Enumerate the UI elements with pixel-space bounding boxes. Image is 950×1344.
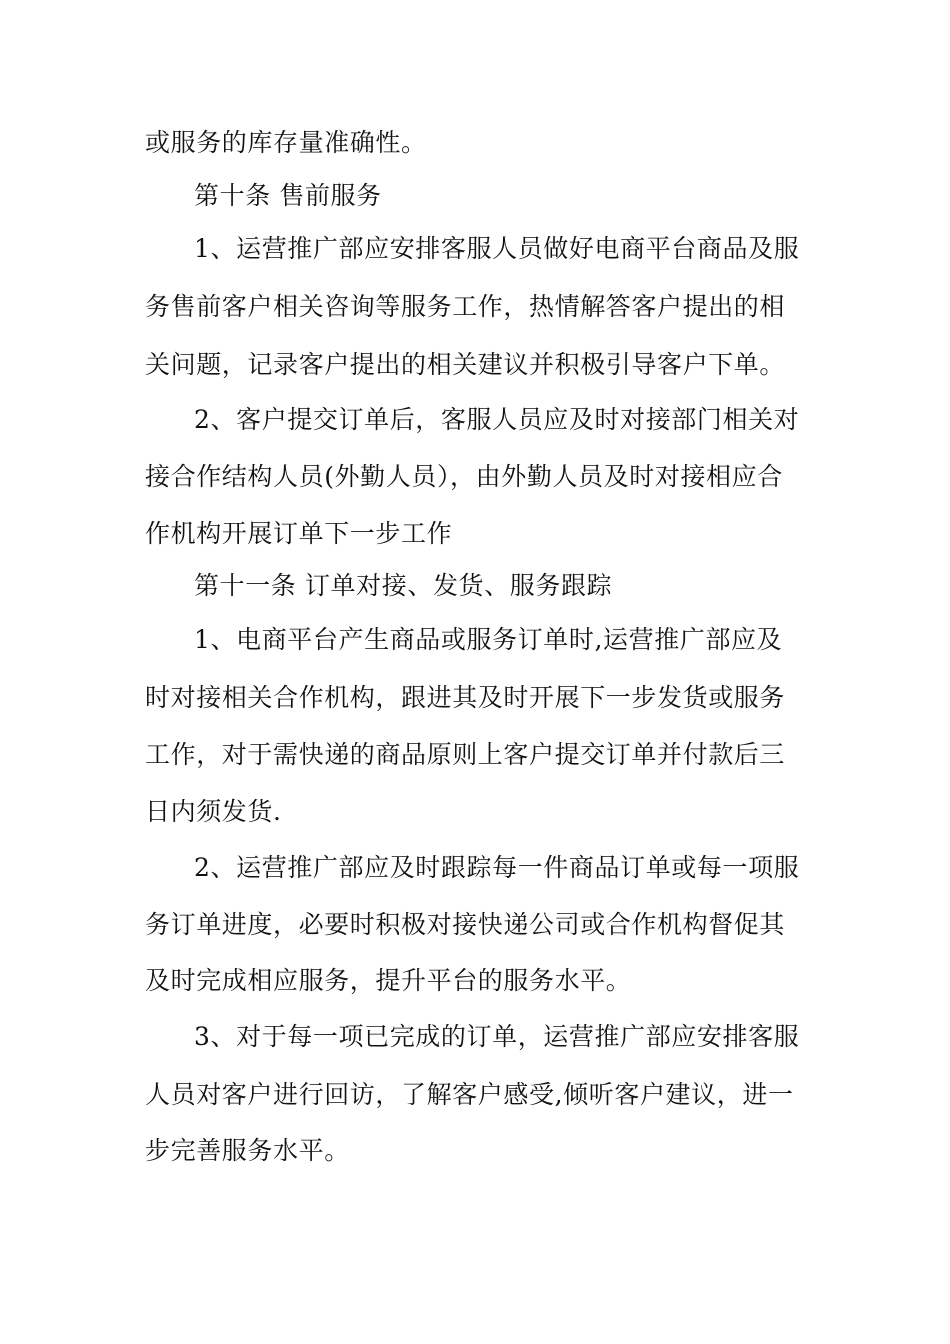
text-line: 接合作结构人员(外勤人员），由外勤人员及时对接相应合 — [145, 462, 783, 491]
text-line: 或服务的库存量准确性。 — [145, 128, 427, 157]
paragraph-start: 2、运营推广部应及时跟踪每一件商品订单或每一项服 — [194, 853, 800, 882]
section-heading: 第十一条 订单对接、发货、服务跟踪 — [194, 571, 613, 600]
text-line: 步完善服务水平。 — [145, 1136, 350, 1165]
text-line: 关问题，记录客户提出的相关建议并积极引导客户下单。 — [145, 350, 786, 379]
text-line: 工作，对于需快递的商品原则上客户提交订单并付款后三 — [145, 740, 786, 769]
text-line: 务售前客户相关咨询等服务工作，热情解答客户提出的相 — [145, 292, 786, 321]
paragraph-start: 2、客户提交订单后，客服人员应及时对接部门相关对 — [194, 405, 800, 434]
section-heading: 第十条 售前服务 — [194, 181, 382, 210]
text-line: 人员对客户进行回访，了解客户感受,倾听客户建议，进一 — [145, 1080, 794, 1109]
text-line: 日内须发货. — [145, 797, 282, 826]
paragraph-start: 1、运营推广部应安排客服人员做好电商平台商品及服 — [194, 234, 800, 263]
text-line: 及时完成相应服务，提升平台的服务水平。 — [145, 966, 632, 995]
paragraph-start: 3、对于每一项已完成的订单，运营推广部应安排客服 — [194, 1022, 800, 1051]
paragraph-start: 1、电商平台产生商品或服务订单时,运营推广部应及 — [194, 625, 783, 654]
text-line: 作机构开展订单下一步工作 — [145, 519, 453, 548]
text-line: 务订单进度，必要时积极对接快递公司或合作机构督促其 — [145, 910, 786, 939]
text-line: 时对接相关合作机构，跟进其及时开展下一步发货或服务 — [145, 683, 786, 712]
